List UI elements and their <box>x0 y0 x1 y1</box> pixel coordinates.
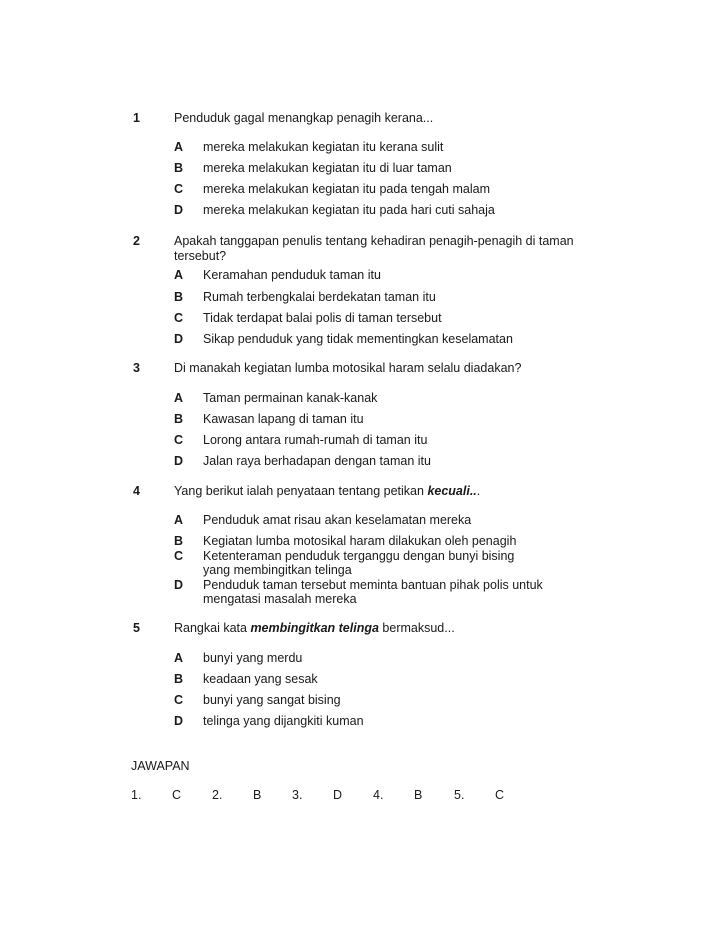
question-2-stem: Apakah tanggapan penulis tentang kehadiran penagih-penagih di taman tersebut? <box>174 234 574 263</box>
question-5-stem-emphasis: membingitkan telinga <box>250 621 379 635</box>
answer-5-value: C <box>495 788 505 802</box>
question-3-option-b-letter: B <box>174 412 184 426</box>
question-4-option-b-letter: B <box>174 534 184 548</box>
question-3-option-a-letter: A <box>174 391 184 405</box>
answer-4-number: 4. <box>373 788 384 802</box>
answer-4-value: B <box>414 788 423 802</box>
question-4-option-d-text: Penduduk taman tersebut meminta bantuan pihak polis untuk mengatasi masalah mereka <box>203 578 543 606</box>
question-5-option-a-letter: A <box>174 651 184 665</box>
question-2-option-d-letter: D <box>174 332 184 346</box>
question-3-stem: Di manakah kegiatan lumba motosikal haram selalu diadakan? <box>174 361 522 375</box>
question-5-stem <box>174 621 594 636</box>
question-2-option-b-letter: B <box>174 290 184 304</box>
question-5-option-c-letter: C <box>174 693 184 707</box>
question-5-option-b-text: keadaan yang sesak <box>203 672 318 686</box>
answer-3-number: 3. <box>292 788 303 802</box>
question-4-option-a-letter: A <box>174 513 184 527</box>
question-4-number: 4 <box>133 484 140 498</box>
question-1-option-a-letter: A <box>174 140 184 154</box>
answer-1-number: 1. <box>131 788 142 802</box>
answer-5-number: 5. <box>454 788 465 802</box>
question-1-option-b-text: mereka melakukan kegiatan itu di luar taman <box>203 161 452 175</box>
question-2-number: 2 <box>133 234 140 248</box>
question-1-option-d-letter: D <box>174 203 184 217</box>
question-3-option-c-letter: C <box>174 433 184 447</box>
question-3-option-b-text: Kawasan lapang di taman itu <box>203 412 364 426</box>
question-1-stem: Penduduk gagal menangkap penagih kerana... <box>174 111 434 125</box>
question-5-option-a-text: bunyi yang merdu <box>203 651 303 665</box>
question-5-option-b-letter: B <box>174 672 184 686</box>
question-5-option-c-text: bunyi yang sangat bising <box>203 693 341 707</box>
answers-title: JAWAPAN <box>131 759 190 773</box>
question-5-stem-text: Rangkai kata <box>174 621 251 635</box>
question-4-option-b-text: Kegiatan lumba motosikal haram dilakukan oleh penagih <box>203 534 517 548</box>
question-4-option-c-letter: C <box>174 549 184 563</box>
question-3-option-d-letter: D <box>174 454 184 468</box>
question-1-option-d-text: mereka melakukan kegiatan itu pada hari cuti sahaja <box>203 203 495 217</box>
question-2-option-a-text: Keramahan penduduk taman itu <box>203 268 381 282</box>
question-1-option-c-text: mereka melakukan kegiatan itu pada tengah malam <box>203 182 490 196</box>
question-1-option-c-letter: C <box>174 182 184 196</box>
answer-1-value: C <box>172 788 182 802</box>
question-2-option-d-text: Sikap penduduk yang tidak mementingkan keselamatan <box>203 332 513 346</box>
question-1-number: 1 <box>133 111 140 125</box>
question-4-option-d-letter: D <box>174 578 184 592</box>
question-1-option-b-letter: B <box>174 161 184 175</box>
question-4-stem-emphasis: kecuali.. <box>427 484 477 498</box>
question-5-stem-end: bermaksud... <box>378 621 455 635</box>
question-5-number: 5 <box>133 621 140 635</box>
question-4-option-c-text: Ketenteraman penduduk terganggu dengan bunyi bising yang membingitkan telinga <box>203 549 515 577</box>
question-2-option-c-text: Tidak terdapat balai polis di taman tersebut <box>203 311 442 325</box>
answer-2-value: B <box>253 788 262 802</box>
answer-3-value: D <box>333 788 343 802</box>
question-3-option-d-text: Jalan raya berhadapan dengan taman itu <box>203 454 431 468</box>
question-5-option-d-letter: D <box>174 714 184 728</box>
question-2-option-a-letter: A <box>174 268 184 282</box>
question-4-stem <box>174 484 594 499</box>
question-4-stem-text: Yang berikut ialah penyataan tentang petikan <box>174 484 428 498</box>
question-4-option-a-text: Penduduk amat risau akan keselamatan mereka <box>203 513 472 527</box>
question-4-stem-end: . <box>476 484 481 498</box>
question-3-option-c-text: Lorong antara rumah-rumah di taman itu <box>203 433 428 447</box>
question-3-option-a-text: Taman permainan kanak-kanak <box>203 391 378 405</box>
question-2-option-b-text: Rumah terbengkalai berdekatan taman itu <box>203 290 436 304</box>
question-1-option-a-text: mereka melakukan kegiatan itu kerana sulit <box>203 140 444 154</box>
answer-2-number: 2. <box>212 788 223 802</box>
question-5-option-d-text: telinga yang dijangkiti kuman <box>203 714 364 728</box>
question-3-number: 3 <box>133 361 140 375</box>
question-2-option-c-letter: C <box>174 311 184 325</box>
